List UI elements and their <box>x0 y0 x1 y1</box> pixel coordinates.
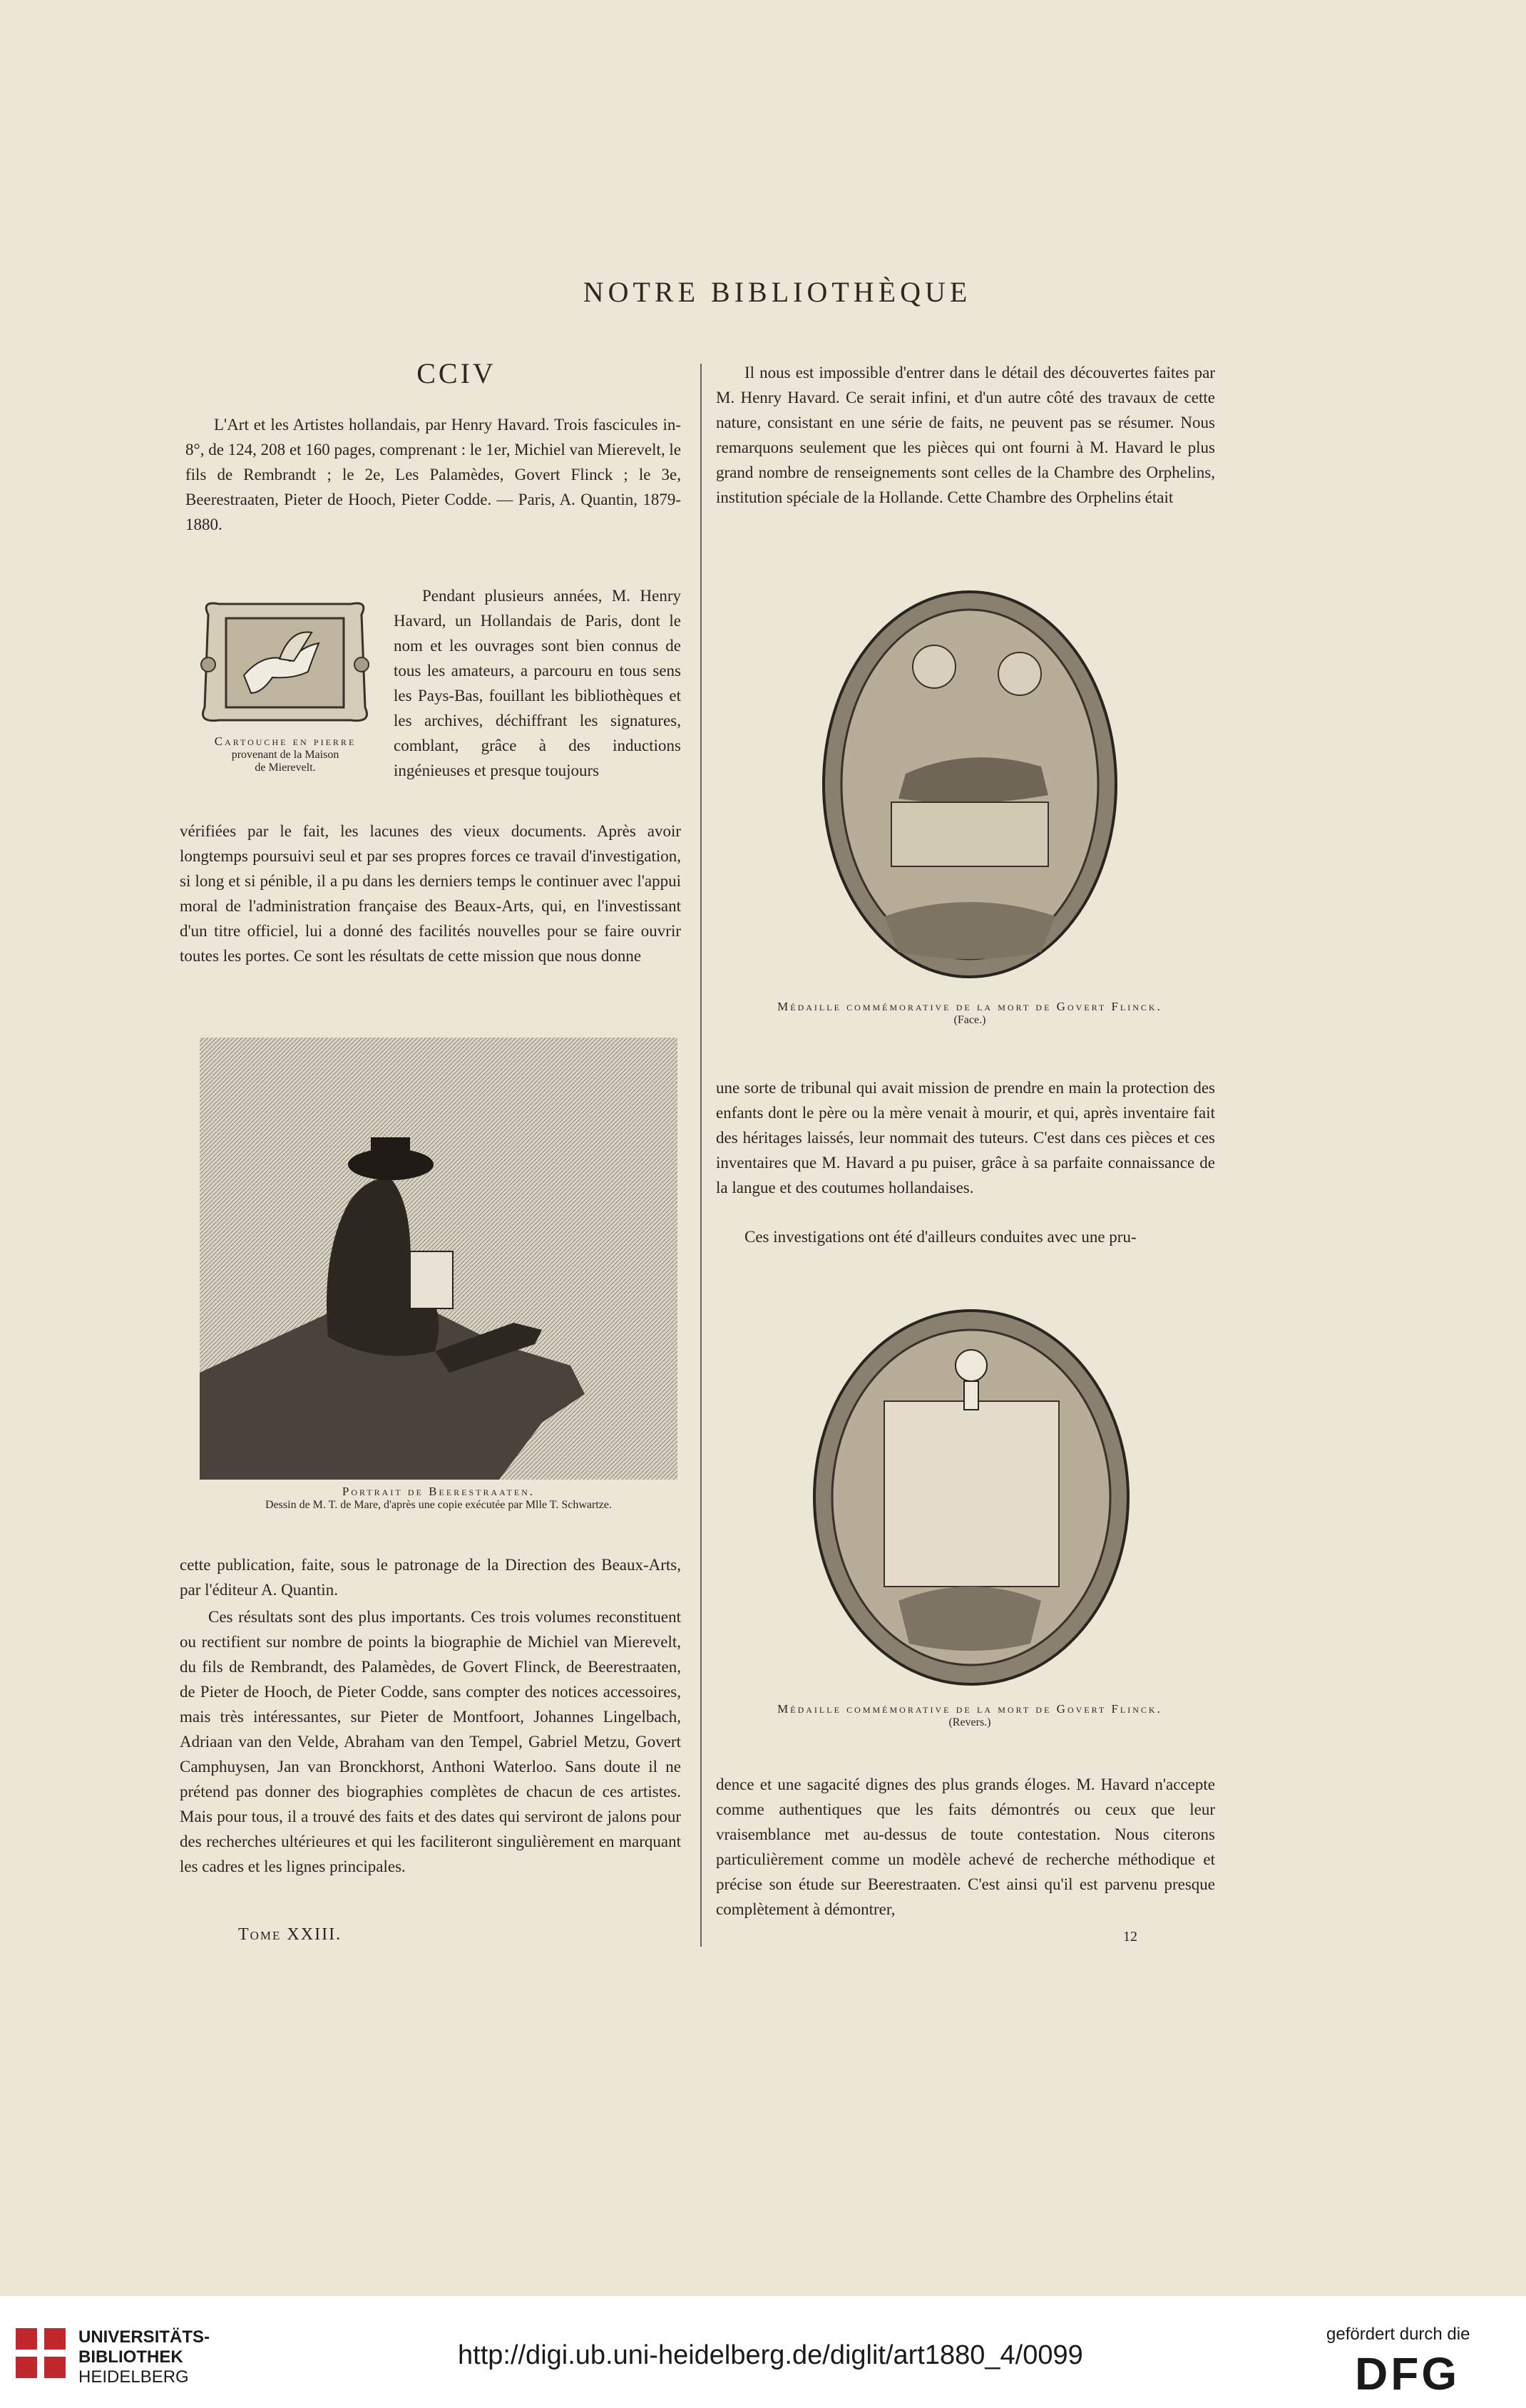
paragraph-sagacity: dence et une sagacité dignes des plus grands éloges. M. Havard n'accepte comme authentiques que les faits démontrés ou ceux que leur vraisemblance met au-dessus de toute contestation. Nous citerons particulièrement comme un modèle achevé de recherche méthodique et précise son étude sur Beerestraaten. C'est ainsi qu'il est parvenu presque complètement à démontrer, <box>716 1776 1215 1918</box>
portrait-caption-sub: Dessin de M. T. de Mare, d'après une copie exécutée par Mlle T. Schwartze. <box>265 1499 612 1511</box>
medal-revers-illustration <box>806 1301 1137 1690</box>
paragraph-investigation: vérifiées par le fait, les lacunes des vieux documents. Après avoir longtemps poursuivi seul et par ses propres forces ce travail d'investigation, si long et si pénible, il a pu dans les derniers temps le continuer avec l'appui moral de l'administration française des Beaux-Arts, qui, en l'investissant d'un titre officiel, lui a donné des facilités nouvelles pour se faire ouvrir toutes les portes. Ce sont les résultats de cette mission que nous donne <box>180 822 681 965</box>
medal-revers-image <box>806 1301 1137 1690</box>
cartouche-illustration <box>194 593 376 730</box>
portrait-caption <box>193 1485 685 1512</box>
intro-reference: L'Art et les Artistes hollandais, par Henry Havard. Trois fascicules in-8°, de 124, 208 et 160 pages, comprenant : le 1er, Michiel van Mierevelt, le fils de Rembrandt ; le 2e, Les Palamèdes, Govert Flinck ; le 3e, Beerestraaten, Pieter de Hooch, Pieter Codde. — Paris, A. Quantin, 1879-1880. <box>185 416 681 533</box>
cartouche-image <box>194 593 376 730</box>
paragraph-orphans-chamber: Il nous est impossible d'entrer dans le détail des découvertes faites par M. Henry Havard. Ce serait infini, et d'un autre côté des travaux de cette nature, consistant en une série de faits, ne peuvent pas se résumer. Nous remarquons seulement que les pièces qui ont fourni à M. Havard le plus grand nombre de renseignements sont celles de la Chambre des Orphelins, institution spéciale de la Hollande. Cette Chambre des Orphelins était <box>716 364 1215 506</box>
cartouche-caption-line2: provenant de la Maison <box>231 749 339 761</box>
portrait-image <box>200 1038 677 1480</box>
portrait-illustration <box>200 1038 677 1480</box>
library-logo-icon <box>16 2328 66 2378</box>
medal-face-caption <box>720 1000 1219 1027</box>
page-heading: NOTRE BIBLIOTHÈQUE <box>583 276 972 308</box>
medal-face-illustration <box>813 581 1127 991</box>
medal-revers-caption-title: Médaille commémorative de la mort de Govert Flinck. <box>777 1702 1162 1716</box>
section-number: CCIV <box>416 357 496 389</box>
column-divider <box>700 364 702 1947</box>
tome-label: Tome XXIII. <box>238 1925 342 1944</box>
medal-face-image <box>813 581 1127 991</box>
paragraph-beside-cartouche: Pendant plusieurs années, M. Henry Havard, un Hollandais de Paris, dont le nom et les ouvrages sont bien connus de tous les amateurs, a parcouru en tous sens les Pays-Bas, fouillant les bibliothèques et les archives, déchiffrant les signatures, comblant, grâce à des inductions ingénieuses et presque toujours <box>394 587 681 779</box>
portrait-caption-title: Portrait de Beerestraaten. <box>342 1485 536 1498</box>
medal-revers-caption <box>720 1702 1219 1729</box>
paragraph-publication: cette publication, faite, sous le patronage de la Direction des Beaux-Arts, par l'éditeur A. Quantin. <box>180 1556 681 1599</box>
medal-revers-caption-sub: (Revers.) <box>948 1716 991 1728</box>
paragraph-results: Ces résultats sont des plus importants. Ces trois volumes reconstituent ou rectifient sur nombre de points la biographie de Michiel van Mierevelt, du fils de Rembrandt, des Palamèdes, de Govert Flinck, de Beerestraaten, de Pieter de Hooch, de Pieter Codde, sans compter des notices accessoires, mais très intéressantes, sur Pieter de Montfoort, Johannes Lingelbach, Adriaan van den Velde, Abraham van den Tempel, Gabriel Metzu, Govert Camphuysen, Jan van Bronckhorst, Anthoni Waterloo. Sans doute il ne prétend pas donner des biographies complètes de chacun de ces artistes. Mais pour tous, il a trouvé des faits et des dates qui serviront de jalons pour des recherches ultérieures et qui les faciliteront singulièrement en marquant les cadres et les lignes principales. <box>180 1608 681 1875</box>
library-name-line3: HEIDELBERG <box>78 2367 189 2387</box>
cartouche-caption-line3: de Mierevelt. <box>255 762 316 774</box>
dfg-logo: DFG <box>1355 2348 1460 2399</box>
library-name-line1: UNIVERSITÄTS- <box>78 2327 210 2347</box>
cartouche-caption-title: Cartouche en pierre <box>214 734 357 748</box>
paragraph-tribunal: une sorte de tribunal qui avait mission de prendre en main la protection des enfants dont le père ou la mère venait à mourir, et qui, après inventaire fait des héritages laissés, leur nommait des tuteurs. C'est dans ces pièces et ces inventaires que M. Havard a pu puiser, grâce à sa parfaite connaissance de la langue et des coutumes hollandaises. <box>716 1079 1215 1197</box>
paragraph-investigations: Ces investigations ont été d'ailleurs conduites avec une pru- <box>744 1228 1137 1246</box>
digitization-footer <box>0 2296 1526 2408</box>
cartouche-caption <box>182 734 389 774</box>
permalink-url[interactable]: http://digi.ub.uni-heidelberg.de/diglit/art1880_4/0099 <box>458 2340 1083 2370</box>
library-name-line2: BIBLIOTHEK <box>78 2347 183 2367</box>
medal-face-caption-title: Médaille commémorative de la mort de Govert Flinck. <box>777 1000 1162 1013</box>
funding-note: gefördert durch die <box>1326 2325 1470 2344</box>
medal-face-caption-sub: (Face.) <box>953 1014 986 1026</box>
page-number: 12 <box>1123 1929 1137 1945</box>
